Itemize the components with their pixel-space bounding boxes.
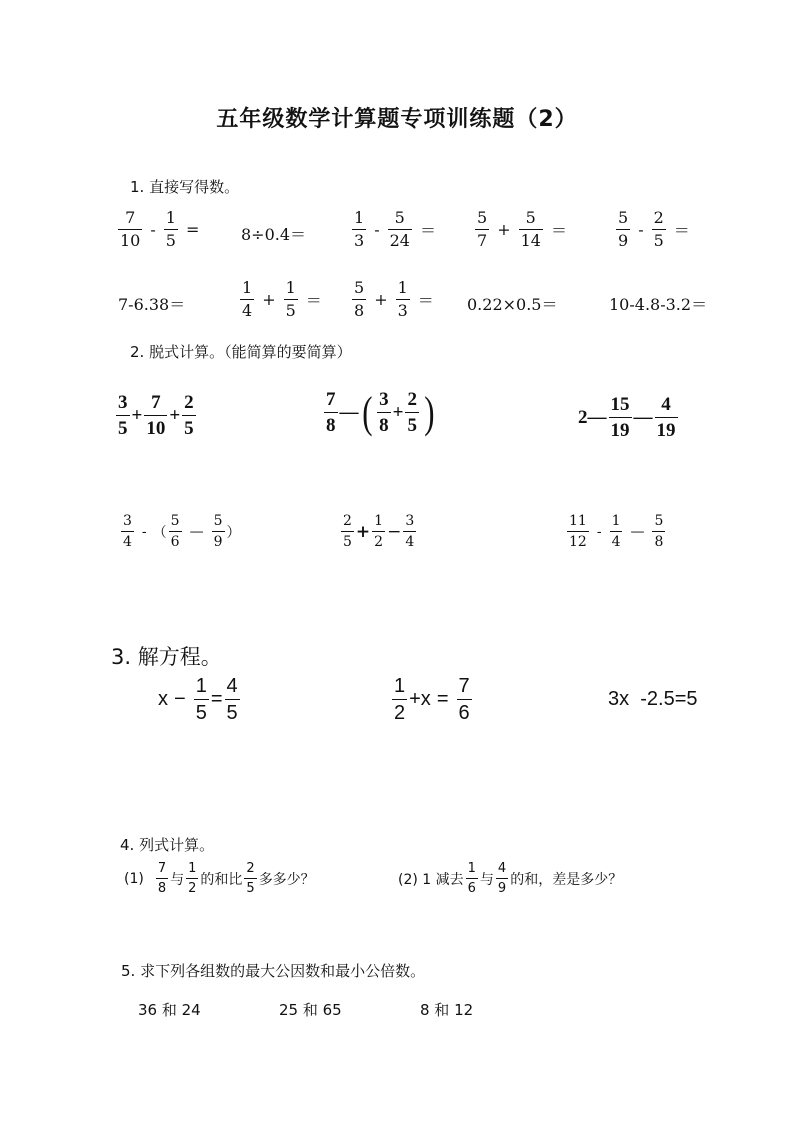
equals-sign: ＝: [417, 291, 434, 310]
numerator: 5: [525, 208, 536, 227]
denominator: 24: [389, 231, 410, 250]
operator: +: [374, 290, 388, 309]
equals-sign: =: [436, 688, 449, 710]
word-problem-2: [398, 862, 622, 895]
denominator: 9: [618, 231, 629, 250]
denominator: 3: [354, 231, 365, 250]
numerator: 5: [213, 513, 223, 529]
section-2-heading: 2. 脱式计算。（能简算的要简算）: [130, 343, 352, 361]
problem-1-10: 10-4.8-3.2＝: [609, 295, 708, 314]
denominator: 8: [354, 301, 365, 320]
numerator: 5: [477, 208, 488, 227]
operator: -: [638, 220, 644, 239]
numerator: 1: [611, 513, 621, 529]
operator: −: [174, 688, 186, 710]
denominator: 9: [496, 878, 508, 895]
operator: +: [262, 290, 276, 309]
numerator: 1: [165, 208, 176, 227]
denominator: 4: [121, 531, 134, 549]
problem-1-8: [350, 280, 440, 319]
denominator: 4: [242, 301, 253, 320]
denominator: 5: [182, 415, 196, 438]
numerator: 5: [170, 513, 180, 529]
problem-1-2: 8÷0.4＝: [241, 225, 307, 244]
section-3-heading: 3. 解方程。: [111, 645, 222, 669]
numerator: 15: [610, 394, 630, 415]
problem-2-4: [119, 514, 241, 549]
numerator: 5: [618, 208, 629, 227]
problem-1-1: [116, 210, 205, 249]
section-4-heading: 4. 列式计算。: [120, 836, 215, 854]
operator: —: [189, 523, 204, 540]
numerator: 5: [354, 278, 365, 297]
numerator: 2: [343, 513, 352, 529]
operator: +x: [409, 688, 431, 710]
item-label: (2) 1 减去: [398, 871, 464, 888]
numerator: 3: [123, 513, 132, 529]
equals-sign: =: [185, 220, 200, 239]
left-paren: （: [152, 524, 167, 541]
denominator: 5: [653, 231, 664, 250]
numerator: 4: [497, 861, 507, 876]
text-segment: 与: [170, 871, 185, 888]
denominator: 5: [116, 415, 130, 438]
numerator: 1: [242, 278, 253, 297]
numerator: 1: [195, 675, 207, 697]
numerator: 7: [125, 208, 136, 227]
numerator: 7: [157, 861, 167, 876]
problem-2-3: [578, 395, 680, 440]
denominator: 2: [186, 878, 198, 895]
denominator: 14: [520, 231, 541, 250]
denominator: 8: [156, 878, 168, 895]
numerator: 4: [661, 394, 671, 415]
numerator: 3: [405, 513, 415, 529]
numerator: 2: [184, 392, 194, 413]
operator: -: [596, 523, 602, 540]
denominator: 5: [194, 699, 209, 723]
denominator: 7: [477, 231, 488, 250]
operator: -: [150, 220, 156, 239]
text-segment: 与: [479, 871, 494, 888]
denominator: 10: [120, 231, 141, 250]
denominator: 5: [405, 412, 419, 435]
denominator: 6: [457, 699, 472, 723]
denominator: 10: [144, 415, 167, 438]
section-1-heading: 1. 直接写得数。: [130, 178, 240, 196]
operator: —: [633, 406, 653, 428]
operator: -: [374, 220, 380, 239]
numerator: 5: [654, 513, 664, 529]
number-pair-3: 8 和 12: [420, 1001, 474, 1019]
page-title: 五年级数学计算题专项训练题（2）: [216, 107, 578, 132]
problem-1-7: [238, 280, 328, 319]
variable: x: [158, 688, 168, 710]
problem-1-5: [614, 210, 696, 249]
problem-1-6: 7-6.38＝: [118, 295, 186, 314]
equals-sign: ＝: [673, 221, 690, 240]
operator: +: [497, 220, 511, 239]
problem-2-1: [114, 393, 198, 438]
operator: −: [387, 521, 402, 542]
word-problem-1: [124, 862, 315, 895]
operator: +: [355, 521, 371, 542]
denominator: 5: [341, 531, 354, 549]
equals-sign: ＝: [305, 291, 322, 310]
numerator: 1: [397, 278, 408, 297]
numerator: 1: [188, 861, 197, 876]
denominator: 19: [609, 417, 632, 440]
problem-1-4: [473, 210, 573, 249]
denominator: 5: [225, 699, 240, 723]
numerator: 7: [326, 389, 336, 410]
numerator: 1: [374, 513, 384, 529]
denominator: 4: [610, 531, 623, 549]
item-label: (1): [124, 870, 144, 887]
numerator: 4: [226, 675, 238, 697]
problem-2-6: [565, 514, 667, 549]
denominator: 5: [285, 301, 296, 320]
equation-1: [158, 676, 242, 723]
numerator: 11: [569, 513, 587, 529]
text-segment: 的和比: [200, 871, 243, 888]
equation-2: [390, 676, 474, 723]
number-pair-1: 36 和 24: [138, 1001, 201, 1019]
denominator: 12: [567, 531, 589, 549]
numerator: 2: [653, 208, 664, 227]
denominator: 6: [169, 531, 182, 549]
numerator: 3: [118, 392, 128, 413]
section-5-heading: 5. 求下列各组数的最大公因数和最小公倍数。: [121, 962, 426, 980]
equation-3: 3x -2.5=5: [608, 688, 698, 710]
numerator: 3: [379, 389, 389, 410]
right-paren: ): [424, 387, 435, 437]
operator: +: [131, 404, 143, 426]
numerator: 2: [407, 389, 417, 410]
problem-1-9: 0.22×0.5＝: [467, 295, 558, 314]
equals-sign: ＝: [419, 221, 436, 240]
problem-1-3: [350, 210, 442, 249]
denominator: 9: [212, 531, 225, 549]
denominator: 4: [403, 531, 416, 549]
operator: —: [339, 401, 359, 423]
right-paren: ）: [226, 524, 241, 541]
denominator: 5: [244, 878, 256, 895]
equals-sign: =: [210, 688, 223, 710]
denominator: 6: [466, 878, 478, 895]
denominator: 3: [397, 301, 408, 320]
denominator: 19: [655, 417, 678, 440]
problem-2-2: [322, 387, 438, 437]
numerator: 7: [151, 392, 161, 413]
denominator: 8: [324, 412, 338, 435]
numerator: 5: [394, 208, 405, 227]
left-paren: (: [361, 387, 372, 437]
denominator: 8: [652, 531, 665, 549]
operator: +: [169, 404, 181, 426]
numerator: 1: [394, 675, 406, 697]
operator: -: [141, 523, 147, 540]
numerator: 7: [458, 675, 470, 697]
numerator: 1: [467, 861, 476, 876]
denominator: 5: [165, 231, 176, 250]
denominator: 2: [392, 699, 407, 723]
equals-sign: ＝: [550, 221, 567, 240]
numerator: 1: [354, 208, 365, 227]
denominator: 2: [372, 531, 385, 549]
text-segment: 的和，差是多少？: [510, 871, 623, 888]
numerator: 2: [246, 861, 255, 876]
numerator: 1: [285, 278, 296, 297]
leading-term: 2—: [578, 406, 607, 428]
denominator: 8: [377, 412, 391, 435]
operator: —: [630, 523, 645, 540]
number-pair-2: 25 和 65: [279, 1001, 342, 1019]
operator: +: [392, 401, 404, 423]
text-segment: 多多少？: [258, 871, 315, 888]
problem-2-5: [339, 514, 418, 549]
